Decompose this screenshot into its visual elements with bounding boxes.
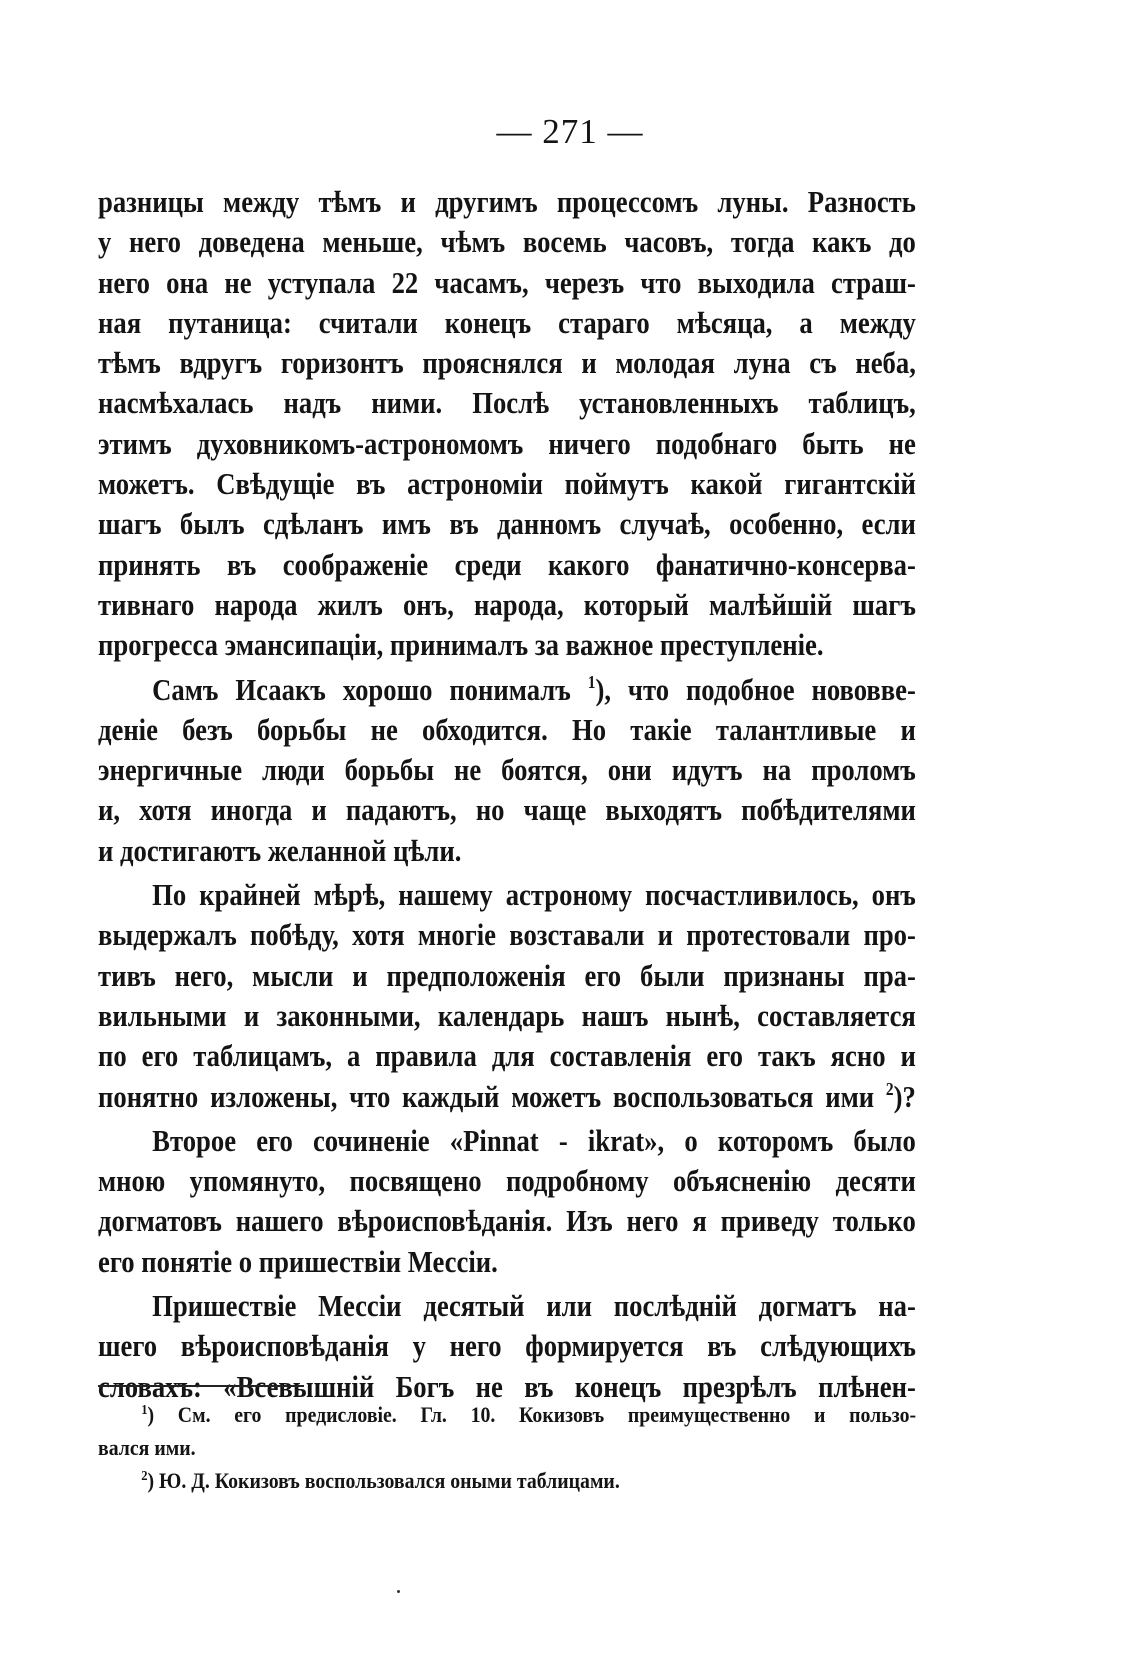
text-line: словахъ: «Всевышній Богъ не въ конецъ презрѣлъ плѣнен- xyxy=(98,1368,916,1404)
text-line: и достигаютъ желанной цѣли. xyxy=(98,832,462,868)
text-line: шагъ былъ сдѣланъ имъ въ данномъ случаѣ, особенно, если xyxy=(98,506,916,542)
text-line: можетъ. Свѣдущіе въ астрономіи поймутъ какой гигантскій xyxy=(98,466,916,502)
text-line xyxy=(98,1077,916,1117)
text-line: ная путаница: считали конецъ стараго мѣсяца, а между xyxy=(98,304,916,340)
text-line: вильными и законными, календарь нашъ нынѣ, составляется xyxy=(98,997,916,1033)
text-line: мною упомянуто, посвящено подробному объясненію десяти xyxy=(98,1163,916,1199)
text-fragment: )? xyxy=(893,1078,916,1114)
text-fragment: ), что подобное нововве- xyxy=(595,671,916,707)
footnote-2 xyxy=(98,1464,916,1497)
text-line: прогресса эмансипаціи, принималъ за важное преступленіе. xyxy=(98,627,824,663)
text-line: тивъ него, мысли и предположенія его были признаны пра- xyxy=(98,957,916,993)
text-line: деніе безъ борьбы не обходится. Но такіе талантливые и xyxy=(98,711,916,747)
text-line: у него доведена меньше, чѣмъ восемь часовъ, тогда какъ до xyxy=(98,224,916,260)
text-line: тивнаго народа жилъ онъ, народа, который малѣйшій шагъ xyxy=(98,586,916,622)
text-line: насмѣхалась надъ ними. Послѣ установленныхъ таблицъ, xyxy=(98,385,916,421)
text-line: его понятіе о пришествіи Мессіи. xyxy=(98,1243,498,1279)
main-text xyxy=(98,182,916,1407)
footnote-1-continued: вался ими. xyxy=(98,1435,196,1460)
text-line: Пришествіе Мессіи десятый или послѣдній догматъ на- xyxy=(152,1288,916,1324)
text-line: принять въ соображеніе среди какого фанатично-консерва- xyxy=(98,546,916,582)
scan-speck xyxy=(397,1590,400,1593)
text-line: этимъ духовникомъ-астрономомъ ничего подобнаго быть не xyxy=(98,425,916,461)
footnote-ref: 1 xyxy=(587,671,596,692)
page-number: — 271 — xyxy=(496,112,644,151)
footnote-1 xyxy=(98,1398,916,1431)
text-line: него она не уступала 22 часамъ, черезъ что выходила страш- xyxy=(98,264,916,300)
text-line: шего вѣроисповѣданія у него формируется въ слѣдующихъ xyxy=(98,1328,916,1364)
text-line: догматовъ нашего вѣроисповѣданія. Изъ него я приведу только xyxy=(98,1203,916,1239)
text-line: тѣмъ вдругъ горизонтъ прояснялся и молодая луна съ неба, xyxy=(98,345,916,381)
footnote-ref: 2 xyxy=(885,1078,894,1099)
footnotes xyxy=(98,1398,916,1497)
footnote-mark: 1 xyxy=(141,1403,148,1418)
text-line: По крайней мѣрѣ, нашему астроному посчастливилось, онъ xyxy=(152,877,916,913)
text-line xyxy=(98,670,916,710)
text-line: разницы между тѣмъ и другимъ процессомъ луны. Разность xyxy=(98,184,916,219)
text-fragment: Самъ Исаакъ хорошо понималъ xyxy=(152,671,571,707)
footnote-text: ) См. его предисловіе. Гл. 10. Кокизовъ преимущественно и пользо- xyxy=(147,1402,917,1427)
text-line: по его таблицамъ, а правила для составленія его такъ ясно и xyxy=(98,1038,916,1074)
text-line: и, хотя иногда и падаютъ, но чаще выходятъ побѣдителями xyxy=(98,792,916,828)
text-fragment: понятно изложены, что каждый можетъ воспользоваться ими xyxy=(98,1078,875,1114)
text-line: Второе его сочиненіе «Pinnat - ikrat», о которомъ было xyxy=(152,1122,916,1158)
text-line: выдержалъ побѣду, хотя многіе возставали и протестовали про- xyxy=(98,917,916,953)
footnote-divider xyxy=(98,1385,304,1387)
text-line: энергичные люди борьбы не боятся, они идутъ на проломъ xyxy=(98,752,916,788)
footnote-mark: 2 xyxy=(141,1469,148,1484)
footnote-text: ) Ю. Д. Кокизовъ воспользовался оными таблицами. xyxy=(147,1468,620,1493)
